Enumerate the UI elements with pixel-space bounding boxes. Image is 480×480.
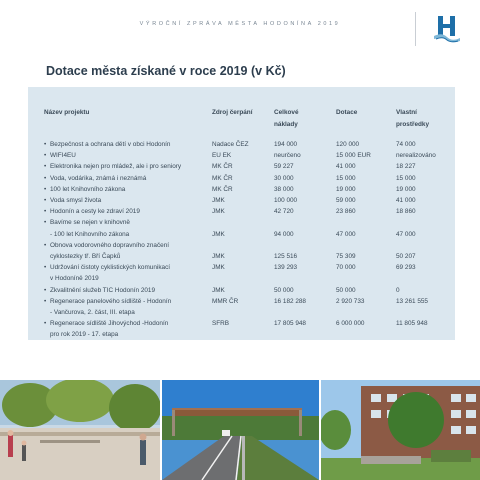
header-divider (415, 12, 416, 46)
table-row-continuation (44, 329, 444, 340)
cell-grant: 50 000 (336, 286, 356, 294)
photo-road-bridge (162, 380, 319, 480)
page-title: Dotace města získané v roce 2019 (v Kč) (46, 64, 286, 78)
table-row (44, 150, 444, 161)
cell-source: JMK (212, 208, 225, 216)
photo-building (321, 380, 480, 480)
grants-table (44, 107, 444, 341)
cell-grant: 47 000 (336, 230, 356, 238)
cell-total (274, 217, 336, 228)
photo-square (0, 380, 160, 480)
table-row (44, 285, 444, 296)
cell-project: WIFI4EU (50, 152, 76, 160)
col-header-project: Název projektu (44, 109, 90, 116)
bullet: • (44, 241, 47, 249)
col-header-total-line2: náklady (274, 121, 298, 128)
cell-source (212, 217, 274, 228)
cell-total: 94 000 (274, 230, 294, 238)
cell-source: SFRB (212, 320, 230, 328)
cell-grant: 59 000 (336, 197, 356, 205)
cell-grant (336, 217, 396, 228)
cell-source: MK ČR (212, 185, 233, 193)
cell-total: 16 182 288 (274, 297, 306, 305)
col-header-total-line1: Celkové (274, 109, 299, 116)
bullet: • (44, 197, 47, 205)
cell-grant: 23 860 (336, 208, 356, 216)
cell-total: 125 516 (274, 253, 298, 261)
photo-strip (0, 380, 480, 480)
bullet: • (44, 141, 47, 148)
cell-own: 69 293 (396, 264, 416, 272)
table-row-continuation (44, 273, 444, 284)
col-header-own-line1: Vlastní (396, 109, 417, 116)
cell-own: 50 207 (396, 253, 416, 261)
col-header-grant: Dotace (336, 109, 358, 116)
bullet: • (44, 208, 47, 216)
table-row-continuation (44, 307, 444, 318)
cell-project: Udržování čistoty cyklistických komunikací (50, 264, 171, 272)
cell-total: 194 000 (274, 141, 298, 148)
cell-own: 19 000 (396, 185, 416, 193)
cell-source: JMK (212, 197, 225, 205)
cell-total: 50 000 (274, 286, 294, 294)
cell-grant (336, 240, 396, 251)
table-row-continuation (44, 251, 444, 262)
cell-grant: 41 000 (336, 163, 356, 171)
cell-grant: 19 000 (336, 185, 356, 193)
table-row (44, 161, 444, 172)
cell-source: MK ČR (212, 163, 233, 171)
table-row (44, 217, 444, 228)
cell-total: 59 227 (274, 163, 294, 171)
cell-project: Voda, vodárika, známá i neznámá (50, 174, 147, 182)
cell-source: JMK (212, 253, 225, 261)
hodonin-logo-icon (432, 14, 462, 44)
bullet: • (44, 297, 47, 305)
cell-grant: 6 000 000 (336, 320, 365, 328)
cell-own: 15 000 (396, 174, 416, 182)
table-row (44, 139, 444, 150)
bullet: • (44, 219, 47, 227)
cell-project: 100 let Knihovního zákona (50, 185, 126, 193)
cell-source: Nadace ČEZ (212, 141, 249, 148)
page-header (0, 0, 480, 48)
bullet: • (44, 320, 47, 328)
report-title: VÝROČNÍ ZPRÁVA MĚSTA HODONÍNA 2019 (139, 21, 341, 27)
cell-grant: 120 000 (336, 141, 360, 148)
cell-own: 11 805 948 (396, 320, 428, 328)
cell-project-continuation: - 100 let Knihovního zákona (50, 230, 130, 238)
cell-grant: 15 000 EUR (336, 152, 371, 160)
cell-source (212, 240, 274, 251)
cell-total: 42 720 (274, 208, 294, 216)
cell-source: JMK (212, 264, 225, 272)
cell-total: 17 805 948 (274, 320, 306, 328)
cell-own (396, 240, 444, 251)
table-row (44, 195, 444, 206)
cell-source: EU EK (212, 152, 232, 160)
col-header-own (396, 107, 444, 131)
table-header-row (44, 107, 444, 131)
table-row (44, 318, 444, 329)
cell-own (396, 217, 444, 228)
bullet: • (44, 152, 47, 160)
cell-project: Voda smysl života (50, 197, 102, 205)
cell-total: neurčeno (274, 152, 301, 160)
cell-own: 18 860 (396, 208, 416, 216)
cell-total: 139 293 (274, 264, 298, 272)
bullet: • (44, 185, 47, 193)
cell-project: Hodonín a cesty ke zdraví 2019 (50, 208, 140, 216)
bullet: • (44, 264, 47, 272)
cell-total: 38 000 (274, 185, 294, 193)
table-row (44, 206, 444, 217)
cell-project-continuation: cyklostezky tř. Bří Čapků (50, 253, 121, 261)
cell-grant: 70 000 (336, 264, 356, 272)
cell-project: Elektronika nejen pro mládež, ale i pro seniory (50, 163, 182, 171)
cell-source: MMR ČR (212, 297, 239, 305)
cell-own: 47 000 (396, 230, 416, 238)
cell-project: Obnova vodorovného dopravního značení (50, 241, 170, 249)
bullet: • (44, 174, 47, 182)
cell-source: JMK (212, 230, 225, 238)
cell-source: MK ČR (212, 174, 233, 182)
table-row (44, 262, 444, 273)
col-header-source: Zdroj čerpání (212, 109, 253, 116)
bullet: • (44, 286, 47, 294)
cell-project-continuation: pro rok 2019 - 17. etapa (50, 331, 119, 339)
cell-project-continuation: v Hodoníně 2019 (50, 275, 99, 283)
cell-total: 100 000 (274, 197, 298, 205)
cell-grant: 75 309 (336, 253, 356, 261)
cell-project: Regenerace panelového sídliště - Hodonín (50, 297, 172, 305)
cell-grant: 15 000 (336, 174, 356, 182)
cell-project: Regenerace sídliště Jihovýchod -Hodonín (50, 320, 169, 328)
table-row-continuation (44, 229, 444, 240)
cell-own: 41 000 (396, 197, 416, 205)
cell-own: 18 227 (396, 163, 416, 171)
cell-project: Bavíme se nejen v knihovně (50, 219, 130, 227)
cell-total: 30 000 (274, 174, 294, 182)
cell-source: JMK (212, 286, 225, 294)
cell-total (274, 240, 336, 251)
table-row (44, 184, 444, 195)
table-row (44, 240, 444, 251)
table-row (44, 173, 444, 184)
col-header-total (274, 107, 336, 131)
table-row (44, 296, 444, 307)
cell-own: nerealizováno (396, 152, 436, 160)
bullet: • (44, 163, 47, 171)
cell-project-continuation: - Vančurova, 2. část, III. etapa (50, 309, 135, 317)
cell-project: Bezpečnost a ochrana dětí v obci Hodonín (50, 141, 171, 148)
cell-own: 0 (396, 286, 400, 294)
cell-grant: 2 920 733 (336, 297, 365, 305)
cell-own: 13 261 555 (396, 297, 428, 305)
cell-project: Zkvalitnění služeb TIC Hodonín 2019 (50, 286, 156, 294)
col-header-own-line2: prostředky (396, 121, 430, 128)
cell-own: 74 000 (396, 141, 416, 148)
